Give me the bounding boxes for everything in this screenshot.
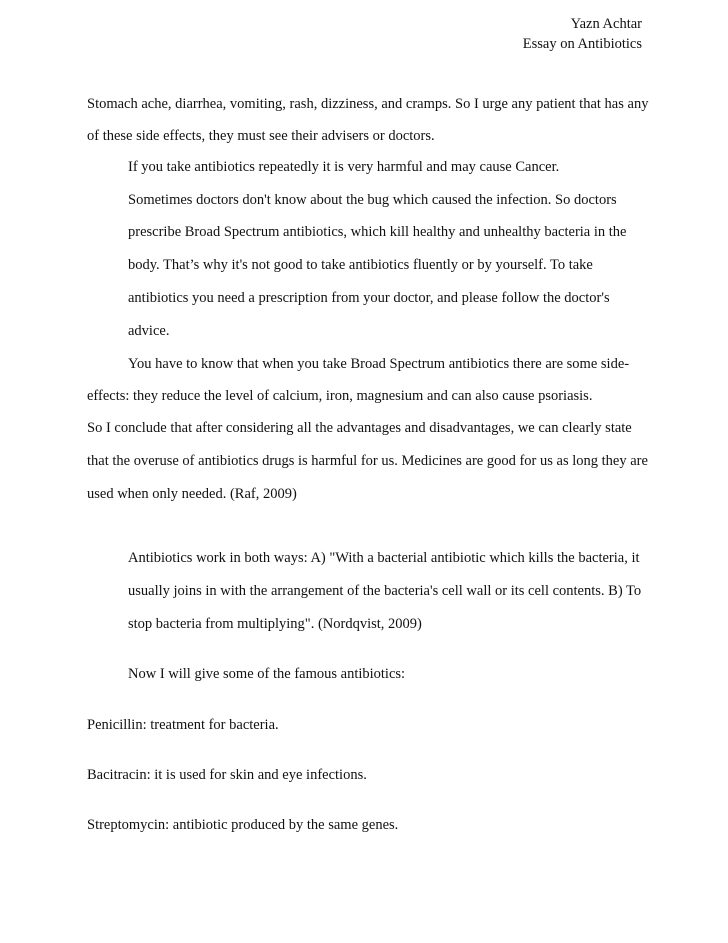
text-line: that the overuse of antibiotics drugs is harmful for us. Medicines are good for us as long they are [87,453,648,469]
running-header [523,14,642,54]
text-line: You have to know that when you take Broad Spectrum antibiotics there are some side- [128,356,630,372]
text-line: Now I will give some of the famous antibiotics: [128,666,406,682]
text-line: Stomach ache, diarrhea, vomiting, rash, dizziness, and cramps. So I urge any patient that has any [87,96,649,112]
text-line: used when only needed. (Raf, 2009) [87,486,297,502]
essay-title: Essay on Antibiotics [522,36,642,52]
text-line: advice. [128,323,170,339]
text-line: Bacitracin: it is used for skin and eye infections. [87,767,367,783]
text-line: Sometimes doctors don't know about the bug which caused the infection. So doctors [128,192,617,208]
text-line: So I conclude that after considering all the advantages and disadvantages, we can clearly state [87,420,632,436]
text-line: Penicillin: treatment for bacteria. [87,717,279,733]
text-line: of these side effects, they must see their advisers or doctors. [87,128,435,144]
text-line: stop bacteria from multiplying". (Nordqvist, 2009) [128,616,422,632]
author-name: Yazn Achtar [570,16,642,32]
text-line: antibiotics you need a prescription from your doctor, and please follow the doctor's [128,290,610,306]
text-line: prescribe Broad Spectrum antibiotics, which kill healthy and unhealthy bacteria in the [128,224,627,240]
text-line: usually joins in with the arrangement of the bacteria's cell wall or its cell contents. B) To [128,583,642,599]
text-line: Antibiotics work in both ways: A) "With a bacterial antibiotic which kills the bacteria, it [128,550,640,566]
text-line: body. That’s why it's not good to take antibiotics fluently or by yourself. To take [128,257,593,273]
text-line: Streptomycin: antibiotic produced by the same genes. [87,817,399,833]
text-line: effects: they reduce the level of calcium, iron, magnesium and can also cause psoriasis. [87,388,593,404]
text-line: If you take antibiotics repeatedly it is very harmful and may cause Cancer. [128,159,560,175]
